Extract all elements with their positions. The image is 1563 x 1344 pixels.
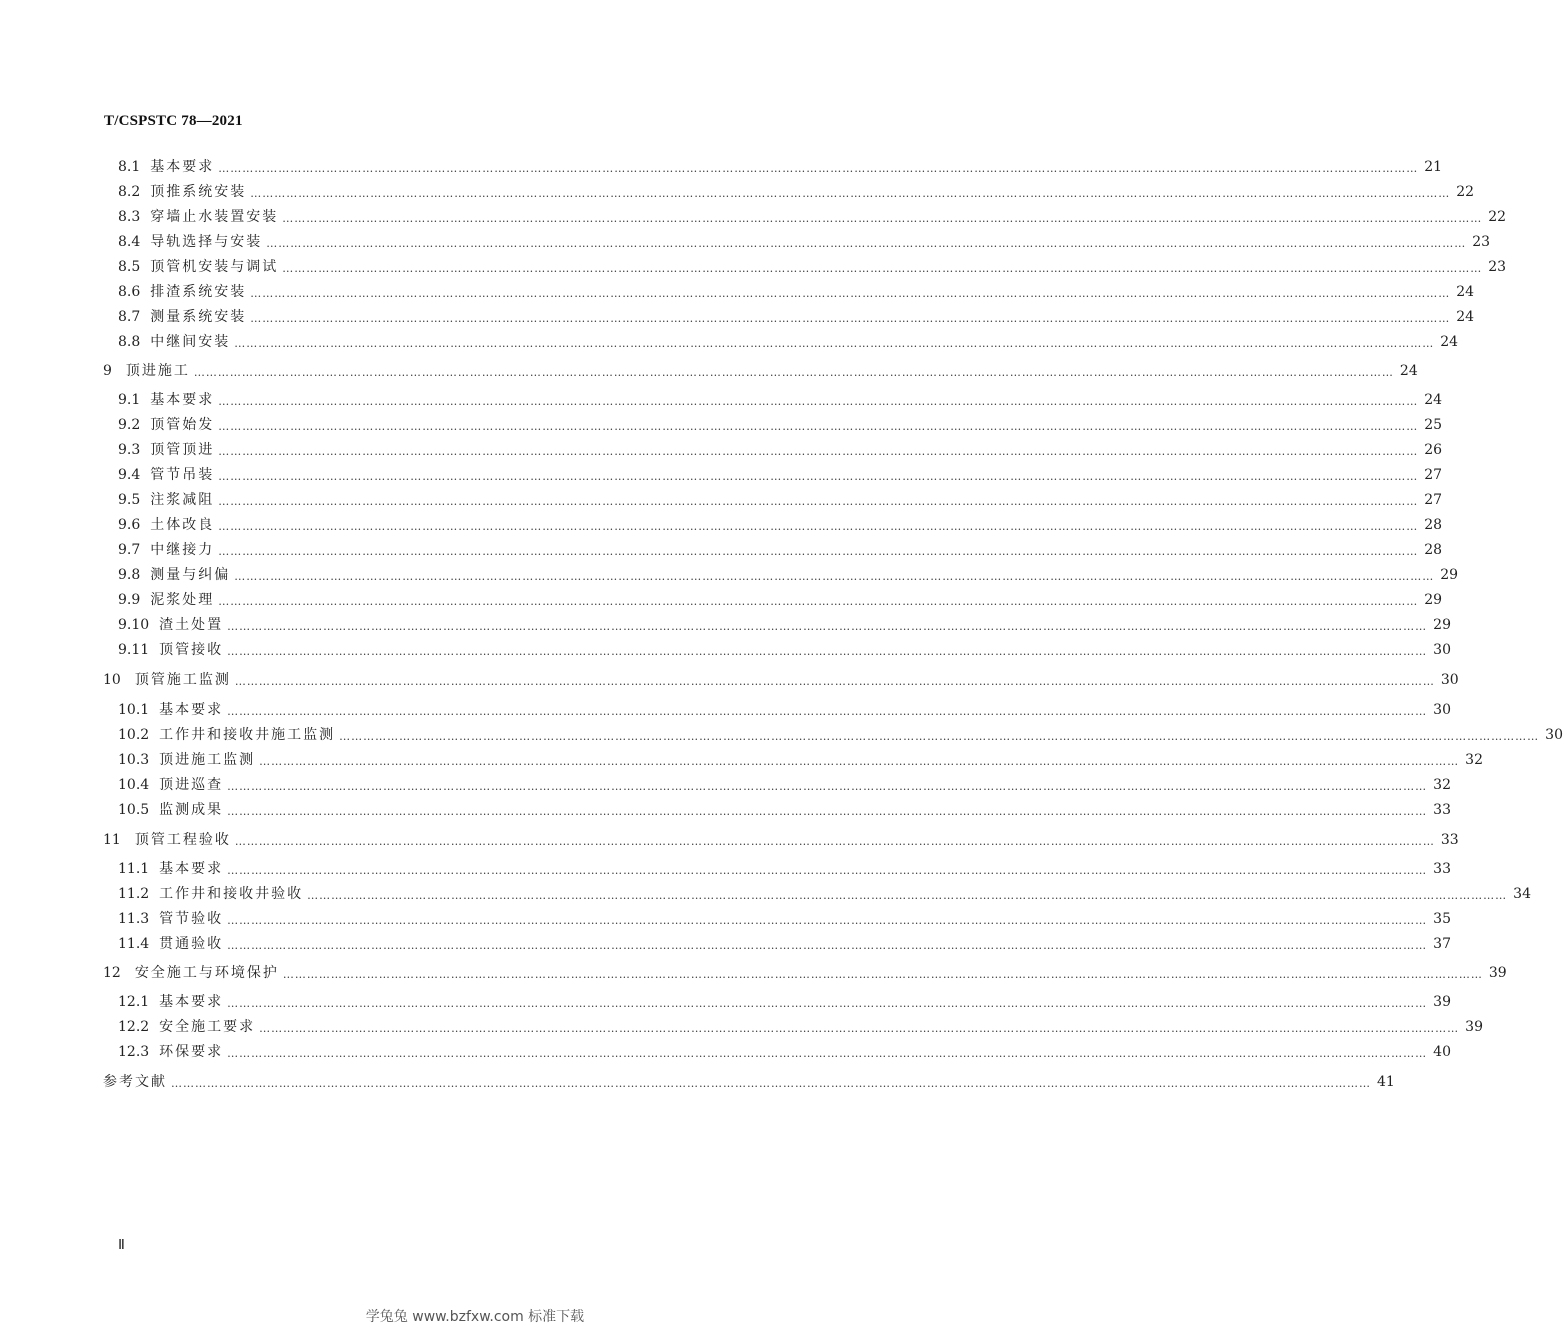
toc-entry-title: 顶进施工 xyxy=(125,363,190,379)
page-number: Ⅱ xyxy=(118,1238,125,1253)
toc-entry-title: 贯通验收 xyxy=(159,936,224,952)
toc-entry-number: 9.3 xyxy=(118,442,141,458)
toc-leader-dots: ………………………………………………………………………………………………………………………………………………………………………………………………………………………………………………………………………… xyxy=(250,312,1451,325)
toc-entry-title: 渣土处置 xyxy=(159,617,224,633)
toc-entry[interactable] xyxy=(118,859,1451,879)
toc-entry-title: 基本要求 xyxy=(159,702,224,718)
toc-entry-page: 25 xyxy=(1424,417,1443,433)
toc-entry-title: 基本要求 xyxy=(150,159,215,175)
toc-entry-page: 40 xyxy=(1433,1044,1451,1060)
toc-entry-page: 22 xyxy=(1488,209,1507,225)
toc-entry-title: 环保要求 xyxy=(159,1044,224,1060)
toc-entry-number: 12.2 xyxy=(118,1019,150,1035)
toc-entry-title: 中继接力 xyxy=(150,542,215,558)
toc-entry[interactable] xyxy=(118,465,1443,485)
toc-entry-title: 基本要求 xyxy=(159,861,224,877)
toc-entry[interactable] xyxy=(118,332,1459,352)
toc-entry-title: 安全施工要求 xyxy=(159,1019,256,1035)
toc-entry[interactable] xyxy=(118,182,1475,202)
toc-entry-page: 24 xyxy=(1440,334,1459,350)
toc-entry-page: 32 xyxy=(1433,777,1451,793)
toc-leader-dots: ………………………………………………………………………………………………………………………………………………………………………………………………………………………………………………………………………… xyxy=(250,287,1451,300)
toc-entry[interactable] xyxy=(118,700,1451,720)
toc-entry-number: 11.2 xyxy=(118,886,150,902)
toc-entry-title: 顶管接收 xyxy=(159,642,224,658)
toc-leader-dots: ………………………………………………………………………………………………………………………………………………………………………………………………………………………………………………………………………… xyxy=(218,470,1419,483)
toc-entry-number: 9.5 xyxy=(118,492,141,508)
toc-entry-page: 24 xyxy=(1456,284,1475,300)
toc-entry-number: 10 xyxy=(103,672,121,688)
toc-leader-dots: ………………………………………………………………………………………………………………………………………………………………………………………………………………………………………………………………………… xyxy=(227,939,1428,952)
toc-leader-dots: ………………………………………………………………………………………………………………………………………………………………………………………………………………………………………………………………………… xyxy=(339,730,1540,743)
toc-entry-page: 41 xyxy=(1377,1074,1395,1090)
toc-entry-number: 11.1 xyxy=(118,861,150,877)
toc-entry-page: 33 xyxy=(1440,832,1459,848)
toc-leader-dots: ………………………………………………………………………………………………………………………………………………………………………………………………………………………………………………………………………… xyxy=(218,495,1419,508)
toc-entry-page: 39 xyxy=(1488,965,1507,981)
toc-entry[interactable] xyxy=(118,615,1451,635)
toc-entry-number: 11 xyxy=(103,832,121,848)
toc-entry-page: 24 xyxy=(1424,392,1443,408)
toc-entry-title: 注浆减阻 xyxy=(150,492,215,508)
toc-entry-title: 测量与纠偏 xyxy=(150,567,231,583)
toc-entry-page: 23 xyxy=(1488,259,1507,275)
toc-leader-dots: ………………………………………………………………………………………………………………………………………………………………………………………………………………………………………………………………………… xyxy=(282,212,1483,225)
toc-entry-page: 24 xyxy=(1456,309,1475,325)
toc-leader-dots: ………………………………………………………………………………………………………………………………………………………………………………………………………………………………………………………………………… xyxy=(282,262,1483,275)
toc-leader-dots: ………………………………………………………………………………………………………………………………………………………………………………………………………………………………………………………………………… xyxy=(266,237,1467,250)
toc-leader-dots: ………………………………………………………………………………………………………………………………………………………………………………………………………………………………………………………………………… xyxy=(259,1022,1460,1035)
toc-entry[interactable] xyxy=(118,909,1451,929)
toc-entry[interactable] xyxy=(118,565,1459,585)
toc-leader-dots: ………………………………………………………………………………………………………………………………………………………………………………………………………………………………………………………………………… xyxy=(218,520,1419,533)
toc-entry-number: 10.4 xyxy=(118,777,150,793)
toc-leader-dots: ………………………………………………………………………………………………………………………………………………………………………………………………………………………………………………………………………… xyxy=(227,620,1428,633)
toc-entry-page: 32 xyxy=(1465,752,1483,768)
toc-entry-number: 10.5 xyxy=(118,802,150,818)
toc-entry-title: 导轨选择与安装 xyxy=(150,234,263,250)
toc-entry-title: 基本要求 xyxy=(159,994,224,1010)
toc-entry-page: 39 xyxy=(1433,994,1451,1010)
toc-leader-dots: ………………………………………………………………………………………………………………………………………………………………………………………………………………………………………………………………………… xyxy=(218,595,1419,608)
toc-entry[interactable] xyxy=(118,307,1475,327)
toc-entry-title: 泥浆处理 xyxy=(150,592,215,608)
toc-entry[interactable] xyxy=(118,640,1451,660)
toc-entry-title: 顶进施工监测 xyxy=(159,752,256,768)
toc-leader-dots: ………………………………………………………………………………………………………………………………………………………………………………………………………………………………………………………………………… xyxy=(282,968,1483,981)
toc-entry-number: 12.1 xyxy=(118,994,150,1010)
toc-leader-dots: ………………………………………………………………………………………………………………………………………………………………………………………………………………………………………………………………………… xyxy=(234,835,1435,848)
toc-entry-title: 顶管机安装与调试 xyxy=(150,259,279,275)
toc-entry[interactable] xyxy=(118,750,1483,770)
toc-entry[interactable] xyxy=(118,800,1451,820)
toc-entry[interactable] xyxy=(118,257,1507,277)
toc-leader-dots: ………………………………………………………………………………………………………………………………………………………………………………………………………………………………………………………………………… xyxy=(193,366,1394,379)
toc-entry[interactable] xyxy=(103,670,1459,690)
toc-entry-title: 管节吊装 xyxy=(150,467,215,483)
toc-entry-number: 9.6 xyxy=(118,517,141,533)
toc-entry-page: 28 xyxy=(1424,517,1443,533)
toc-entry-number: 12.3 xyxy=(118,1044,150,1060)
toc-entry-number: 9.7 xyxy=(118,542,141,558)
toc-entry-page: 29 xyxy=(1433,617,1451,633)
watermark: 学兔兔 www.bzfxw.com 标准下载 xyxy=(365,1309,585,1325)
toc-entry-title: 管节验收 xyxy=(159,911,224,927)
toc-entry-number: 8.3 xyxy=(118,209,141,225)
toc-entry-title: 顶管顶进 xyxy=(150,442,215,458)
toc-leader-dots: ………………………………………………………………………………………………………………………………………………………………………………………………………………………………………………………………………… xyxy=(307,889,1508,902)
toc-entry[interactable] xyxy=(118,540,1443,560)
toc-entry-title: 顶管工程验收 xyxy=(134,832,231,848)
toc-leader-dots: ………………………………………………………………………………………………………………………………………………………………………………………………………………………………………………………………………… xyxy=(218,445,1419,458)
toc-entry-title: 顶管施工监测 xyxy=(134,672,231,688)
toc-entry-number: 11.4 xyxy=(118,936,150,952)
toc-entry-page: 28 xyxy=(1424,542,1443,558)
toc-entry-number: 10.2 xyxy=(118,727,150,743)
toc-leader-dots: ………………………………………………………………………………………………………………………………………………………………………………………………………………………………………………………………………… xyxy=(218,395,1419,408)
toc-entry-page: 24 xyxy=(1399,363,1418,379)
toc-entry-title: 顶管始发 xyxy=(150,417,215,433)
toc-entry-title: 顶进巡查 xyxy=(159,777,224,793)
toc-entry-page: 37 xyxy=(1433,936,1451,952)
toc-entry[interactable] xyxy=(118,1017,1483,1037)
toc-entry-number: 9.2 xyxy=(118,417,141,433)
toc-leader-dots: ………………………………………………………………………………………………………………………………………………………………………………………………………………………………………………………………………… xyxy=(227,997,1428,1010)
toc-leader-dots: ………………………………………………………………………………………………………………………………………………………………………………………………………………………………………………………………………… xyxy=(227,780,1428,793)
toc-entry[interactable] xyxy=(118,207,1507,227)
toc-entry[interactable] xyxy=(118,157,1443,177)
toc-entry-number: 9.1 xyxy=(118,392,141,408)
toc-entry-title: 监测成果 xyxy=(159,802,224,818)
toc-entry[interactable] xyxy=(118,415,1443,435)
toc-entry[interactable] xyxy=(118,992,1451,1012)
toc-entry-number: 10.3 xyxy=(118,752,150,768)
toc-entry-title: 顶推系统安装 xyxy=(150,184,247,200)
toc-entry-page: 30 xyxy=(1545,727,1563,743)
toc-entry-number: 10.1 xyxy=(118,702,150,718)
toc-entry[interactable] xyxy=(118,515,1443,535)
toc-entry[interactable] xyxy=(118,390,1443,410)
toc-entry-number: 8.6 xyxy=(118,284,141,300)
toc-entry[interactable] xyxy=(103,830,1459,850)
toc-entry-title: 中继间安装 xyxy=(150,334,231,350)
toc-entry-number: 9.9 xyxy=(118,592,141,608)
toc-entry-number: 12 xyxy=(103,965,121,981)
toc-leader-dots: ………………………………………………………………………………………………………………………………………………………………………………………………………………………………………………………………………… xyxy=(227,864,1428,877)
toc-leader-dots: ………………………………………………………………………………………………………………………………………………………………………………………………………………………………………………………………………… xyxy=(234,570,1435,583)
toc-entry-title: 工作井和接收井验收 xyxy=(159,886,304,902)
standard-code-header: T/CSPSTC 78—2021 xyxy=(104,113,243,129)
toc-entry-page: 27 xyxy=(1424,492,1443,508)
toc-entry-page: 29 xyxy=(1424,592,1443,608)
toc-leader-dots: ………………………………………………………………………………………………………………………………………………………………………………………………………………………………………………………………………… xyxy=(227,1047,1428,1060)
toc-entry[interactable] xyxy=(118,282,1475,302)
toc-entry-page: 39 xyxy=(1465,1019,1483,1035)
toc-entry[interactable] xyxy=(118,490,1443,510)
toc-entry-title: 参考文献 xyxy=(103,1074,167,1090)
toc-entry-page: 30 xyxy=(1433,702,1451,718)
toc-entry[interactable] xyxy=(103,361,1418,381)
toc-entry-page: 23 xyxy=(1472,234,1491,250)
toc-entry[interactable] xyxy=(118,590,1443,610)
toc-entry-number: 8.7 xyxy=(118,309,141,325)
toc-entry-number: 9.4 xyxy=(118,467,141,483)
toc-entry-page: 21 xyxy=(1424,159,1443,175)
toc-entry-number: 9.11 xyxy=(118,642,150,658)
toc-entry[interactable] xyxy=(118,1042,1451,1062)
toc-entry-page: 30 xyxy=(1433,642,1451,658)
toc-entry[interactable] xyxy=(118,440,1443,460)
toc-leader-dots: ………………………………………………………………………………………………………………………………………………………………………………………………………………………………………………………………………… xyxy=(227,914,1428,927)
toc-leader-dots: ………………………………………………………………………………………………………………………………………………………………………………………………………………………………………………………………………… xyxy=(171,1077,1371,1090)
toc-entry-title: 工作井和接收井施工监测 xyxy=(159,727,336,743)
toc-leader-dots: ………………………………………………………………………………………………………………………………………………………………………………………………………………………………………………………………………… xyxy=(227,705,1428,718)
toc-entry-page: 33 xyxy=(1433,802,1451,818)
toc-leader-dots: ………………………………………………………………………………………………………………………………………………………………………………………………………………………………………………………………………… xyxy=(218,420,1419,433)
toc-entry[interactable] xyxy=(103,963,1507,983)
toc-leader-dots: ………………………………………………………………………………………………………………………………………………………………………………………………………………………………………………………………………… xyxy=(227,805,1428,818)
toc-entry-number: 8.1 xyxy=(118,159,141,175)
toc-leader-dots: ………………………………………………………………………………………………………………………………………………………………………………………………………………………………………………………………………… xyxy=(227,645,1428,658)
toc-entry-page: 29 xyxy=(1440,567,1459,583)
toc-entry[interactable] xyxy=(103,1072,1395,1092)
toc-leader-dots: ………………………………………………………………………………………………………………………………………………………………………………………………………………………………………………………………………… xyxy=(218,162,1419,175)
toc-entry-number: 9 xyxy=(103,363,112,379)
toc-entry-page: 27 xyxy=(1424,467,1443,483)
toc-entry[interactable] xyxy=(118,884,1531,904)
toc-leader-dots: ………………………………………………………………………………………………………………………………………………………………………………………………………………………………………………………………………… xyxy=(259,755,1460,768)
toc-entry-number: 9.10 xyxy=(118,617,150,633)
toc-entry[interactable] xyxy=(118,775,1451,795)
toc-entry-page: 35 xyxy=(1433,911,1451,927)
toc-entry-number: 8.4 xyxy=(118,234,141,250)
toc-entry-number: 8.5 xyxy=(118,259,141,275)
toc-entry-page: 30 xyxy=(1440,672,1459,688)
toc-leader-dots: ………………………………………………………………………………………………………………………………………………………………………………………………………………………………………………………………………… xyxy=(234,675,1435,688)
toc-entry-page: 34 xyxy=(1513,886,1531,902)
toc-entry-title: 排渣系统安装 xyxy=(150,284,247,300)
toc-entry-title: 安全施工与环境保护 xyxy=(134,965,279,981)
toc-entry[interactable] xyxy=(118,934,1451,954)
toc-entry-title: 穿墙止水装置安装 xyxy=(150,209,279,225)
toc-entry-title: 土体改良 xyxy=(150,517,215,533)
toc-entry-number: 8.2 xyxy=(118,184,141,200)
toc-leader-dots: ………………………………………………………………………………………………………………………………………………………………………………………………………………………………………………………………………… xyxy=(218,545,1419,558)
toc-entry-number: 8.8 xyxy=(118,334,141,350)
toc-entry-page: 26 xyxy=(1424,442,1443,458)
toc-entry-page: 22 xyxy=(1456,184,1475,200)
toc-entry-number: 9.8 xyxy=(118,567,141,583)
toc-entry-title: 测量系统安装 xyxy=(150,309,247,325)
toc-leader-dots: ………………………………………………………………………………………………………………………………………………………………………………………………………………………………………………………………………… xyxy=(234,337,1435,350)
toc-leader-dots: ………………………………………………………………………………………………………………………………………………………………………………………………………………………………………………………………………… xyxy=(250,187,1451,200)
toc-entry-number: 11.3 xyxy=(118,911,150,927)
toc-entry[interactable] xyxy=(118,725,1563,745)
toc-entry-title: 基本要求 xyxy=(150,392,215,408)
toc-entry-page: 33 xyxy=(1433,861,1451,877)
toc-entry[interactable] xyxy=(118,232,1491,252)
